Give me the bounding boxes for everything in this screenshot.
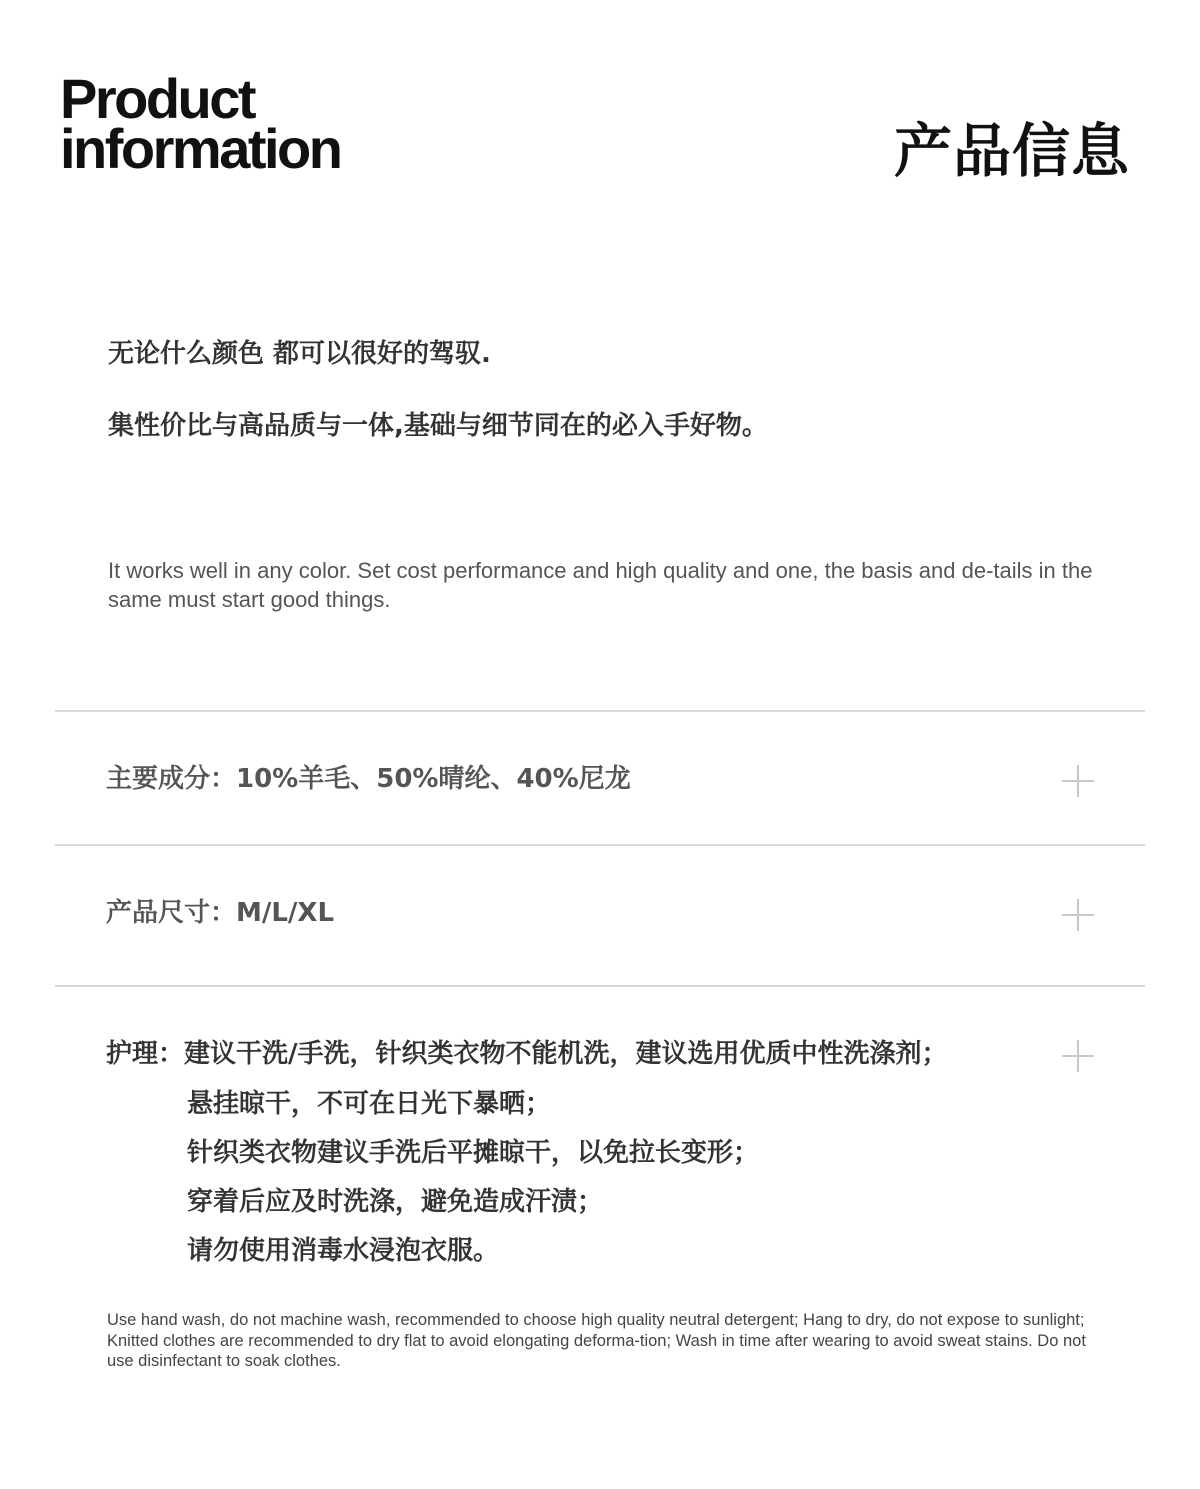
- divider: [55, 985, 1145, 987]
- care-first-line: [106, 1037, 948, 1071]
- intro-zh-line1: 无论什么颜色 都可以很好的驾驭.: [108, 339, 491, 369]
- plus-icon[interactable]: [1062, 899, 1094, 931]
- divider: [55, 710, 1145, 712]
- plus-icon[interactable]: [1062, 765, 1094, 797]
- intro-zh-line2: 集性价比与高品质与一体,基础与细节同在的必入手好物。: [108, 411, 768, 441]
- plus-icon[interactable]: [1062, 1040, 1094, 1072]
- page-title-en-line1: Product: [60, 67, 255, 130]
- care-list: [187, 1086, 759, 1282]
- care-line: 请勿使用消毒水浸泡衣服。: [187, 1236, 500, 1266]
- intro-en: It works well in any color. Set cost performance and high quality and one, the basis and de-tails in the same must start good things.: [108, 558, 1093, 612]
- page-title-en-line2: information: [60, 117, 341, 180]
- care-en: Use hand wash, do not machine wash, recommended to choose high quality neutral detergent; Hang to dry, do not expose to sunlight; Knitted clothes are recommended to dry flat to avoid elongating deforma-tion; Wash in time after wearing to avoid sweat stains. Do not use disinfectant to soak clothes.: [107, 1311, 1086, 1370]
- care-line: 悬挂晾干，不可在日光下暴晒；: [187, 1089, 552, 1119]
- composition-text: 主要成分：10%羊毛、50%晴纶、40%尼龙: [106, 764, 631, 794]
- care-line: 针织类衣物建议手洗后平摊晾干，以免拉长变形；: [187, 1138, 760, 1168]
- care-text: 建议干洗/手洗，针织类衣物不能机洗，建议选用优质中性洗涤剂；: [184, 1039, 948, 1069]
- page-title-zh: 产品信息: [893, 117, 1130, 185]
- size-text: 产品尺寸：M/L/XL: [106, 898, 335, 928]
- care-line: 穿着后应及时洗涤，避免造成汗渍；: [187, 1187, 604, 1217]
- care-label: 护理：: [106, 1039, 185, 1069]
- page-title-en: [60, 67, 341, 180]
- divider: [55, 844, 1145, 846]
